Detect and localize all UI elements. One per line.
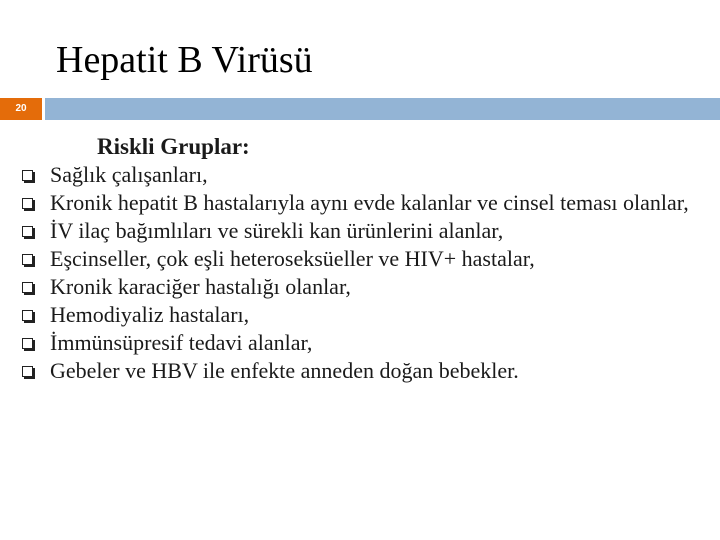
bullet-item bbox=[20, 246, 710, 272]
bullet-item bbox=[20, 162, 710, 188]
title-divider-bar bbox=[45, 98, 720, 120]
bullet-text: Kronik hepatit B hastalarıyla aynı evde kalanlar ve cinsel teması olanlar, bbox=[50, 190, 689, 215]
slide-title: Hepatit B Virüsü bbox=[56, 39, 313, 81]
bullet-item bbox=[20, 302, 710, 328]
square-bullet-icon bbox=[22, 282, 33, 293]
bullet-text: Hemodiyaliz hastaları, bbox=[50, 302, 250, 327]
bullet-text: Kronik karaciğer hastalığı olanlar, bbox=[50, 274, 351, 299]
bullet-item bbox=[20, 330, 710, 356]
square-bullet-icon bbox=[22, 310, 33, 321]
bullet-item bbox=[20, 358, 710, 384]
bullet-text: Sağlık çalışanları, bbox=[50, 162, 208, 187]
square-bullet-icon bbox=[22, 254, 33, 265]
bullet-item bbox=[20, 190, 710, 216]
square-bullet-icon bbox=[22, 366, 33, 377]
slide-number-badge: 20 bbox=[0, 98, 42, 120]
square-bullet-icon bbox=[22, 226, 33, 237]
bullet-text: Eşcinseller, çok eşli heteroseksüeller ve HIV+ hastalar, bbox=[50, 246, 535, 271]
bullet-text: İmmünsüpresif tedavi alanlar, bbox=[50, 330, 313, 355]
bullet-list bbox=[20, 162, 710, 384]
content-heading: Riskli Gruplar: bbox=[97, 134, 250, 159]
bullet-text: İV ilaç bağımlıları ve sürekli kan ürünlerini alanlar, bbox=[50, 218, 504, 243]
slide-content bbox=[20, 132, 710, 386]
bullet-item bbox=[20, 218, 710, 244]
bullet-item bbox=[20, 274, 710, 300]
square-bullet-icon bbox=[22, 338, 33, 349]
square-bullet-icon bbox=[22, 170, 33, 181]
bullet-text: Gebeler ve HBV ile enfekte anneden doğan bebekler. bbox=[50, 358, 519, 383]
square-bullet-icon bbox=[22, 198, 33, 209]
